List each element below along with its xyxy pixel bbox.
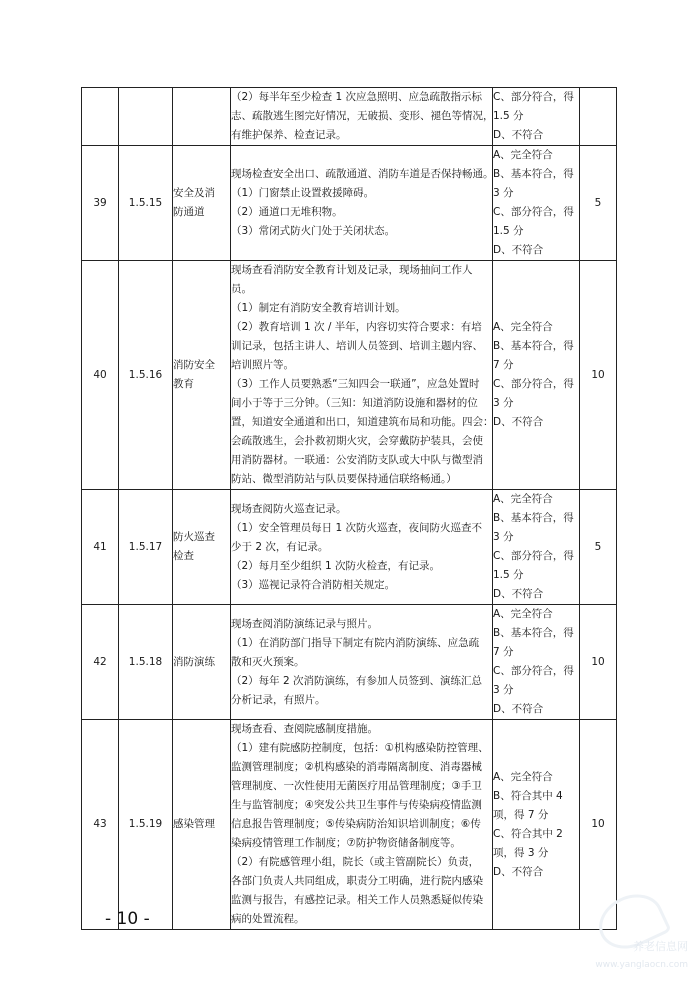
row-number (82, 88, 119, 146)
table-row (82, 261, 617, 490)
table-row (82, 605, 617, 720)
requirement-line: 信息报告管理制度；⑤传染病防治知识培训制度；⑥传 (231, 818, 481, 830)
scoring-option: B、符合其中 4 (493, 789, 563, 802)
item-name-line: 消防安全 (173, 359, 215, 371)
item-name-line: 消防演练 (173, 655, 215, 668)
requirement-line: （3）常闭式防火门处于关闭状态。 (231, 225, 396, 237)
requirement-line: 管理制度、一次性使用无菌医疗用品管理制度；③手卫 (231, 780, 482, 792)
requirement-line: 各部门负责人共同组成，职责分工明确，进行院内感染 (231, 875, 483, 887)
requirement-text (231, 720, 493, 930)
item-name-line: 防火巡查 (173, 531, 215, 543)
requirement-line: 病的处置流程。 (231, 913, 305, 925)
requirement-line: （2）教育培训 1 次 / 半年，内容切实符合要求：有培 (231, 321, 482, 333)
requirement-line: 训记录，包括主讲人、培训人员签到、培训主题内容、 (231, 340, 483, 352)
page-number: - 10 - (105, 909, 150, 929)
requirement-line: （2）通道口无堆积物。 (231, 206, 343, 218)
scoring-option: D、不符合 (493, 703, 544, 715)
requirement-line: 现场查阅防火巡查记录。 (231, 502, 347, 515)
item-name-line: 感染管理 (173, 818, 215, 830)
scoring-options (493, 88, 580, 146)
table-row (82, 720, 617, 930)
requirement-line: （2）每年 2 次消防演练，有参加人员签到、演练汇总 (231, 674, 483, 687)
requirement-line: 生与监管制度；④突发公共卫生事件与传染病疫情监测 (231, 799, 482, 811)
scoring-option: 项，得 7 分 (493, 808, 549, 821)
max-score (580, 88, 617, 146)
scoring-options (493, 261, 580, 490)
item-code (119, 88, 173, 146)
item-name (173, 490, 231, 605)
requirement-line: 有维护保养、检查记录。 (231, 129, 347, 141)
scoring-option: 项，得 3 分 (493, 846, 549, 859)
requirement-line: 分析记录，有照片。 (231, 693, 326, 706)
scoring-option: C、部分符合，得 (493, 378, 574, 390)
scoring-option: C、部分符合，得 (493, 206, 574, 218)
requirement-line: 培训照片等。 (231, 359, 294, 371)
requirement-line: 散和灭火预案。 (231, 655, 305, 668)
item-code: 1.5.16 (119, 261, 173, 490)
requirement-text (231, 261, 493, 490)
requirement-text (231, 605, 493, 720)
scoring-option: A、完全符合 (493, 149, 553, 161)
requirement-line: 员。 (231, 283, 252, 295)
scoring-option: 7 分 (493, 359, 514, 371)
scoring-option: A、完全符合 (493, 770, 553, 783)
requirement-line: 现场查阅消防演练记录与照片。 (231, 617, 378, 630)
item-code: 1.5.18 (119, 605, 173, 720)
requirement-line: （1）门窗禁止设置救援障碍。 (231, 187, 375, 199)
item-code: 1.5.19 (119, 720, 173, 930)
scoring-option: C、部分符合，得 (493, 665, 574, 677)
item-name (173, 146, 231, 261)
requirement-line: 防站、微型消防站与队员要保持通信联络畅通。） (231, 473, 457, 485)
requirement-line: （1）建有院感防控制度，包括：①机构感染防控管理、 (231, 742, 489, 754)
requirement-text (231, 490, 493, 605)
scoring-option: 3 分 (493, 397, 514, 409)
scoring-option: B、基本符合，得 (493, 512, 574, 524)
max-score: 5 (580, 146, 617, 261)
max-score: 10 (580, 720, 617, 930)
requirement-line: （3）巡视记录符合消防相关规定。 (231, 578, 396, 591)
requirement-line: 现场查看、查阅院感制度措施。 (231, 723, 378, 735)
requirement-line: 少于 2 次，有记录。 (231, 540, 329, 553)
table-row (82, 88, 617, 146)
scoring-option: A、完全符合 (493, 321, 553, 333)
watermark (558, 886, 688, 976)
table-row (82, 146, 617, 261)
item-name (173, 88, 231, 146)
scoring-option: D、不符合 (493, 865, 544, 878)
requirement-text (231, 146, 493, 261)
requirement-line: 监测与报告，有感控记录。相关工作人员熟悉疑似传染 (231, 894, 483, 906)
row-number: 41 (82, 490, 119, 605)
max-score: 10 (580, 605, 617, 720)
item-name-line: 教育 (173, 378, 194, 390)
scoring-option: 3 分 (493, 684, 514, 696)
item-code: 1.5.17 (119, 490, 173, 605)
requirement-line: （1）制定有消防安全教育培训计划。 (231, 302, 406, 314)
watermark-site-name: 养老信息网 (633, 940, 688, 953)
scoring-options (493, 490, 580, 605)
scoring-option: A、完全符合 (493, 608, 553, 620)
requirement-line: 置，知道安全通道和出口，知道建筑布局和功能。四会： (231, 416, 494, 428)
scoring-option: C、部分符合，得 (493, 91, 574, 103)
requirement-line: （2）每月至少组织 1 次防火检查，有记录。 (231, 559, 441, 572)
scoring-option: 3 分 (493, 531, 514, 543)
scoring-options (493, 605, 580, 720)
item-code: 1.5.15 (119, 146, 173, 261)
table-row (82, 490, 617, 605)
scoring-option: B、基本符合，得 (493, 168, 574, 180)
item-name-line: 安全及消 (173, 187, 215, 199)
requirement-line: 间小于等于三分钟。（三知：知道消防设施和器材的位 (231, 397, 478, 409)
watermark-site-url: www.yanglaocn.com (595, 960, 688, 970)
scoring-option: A、完全符合 (493, 493, 553, 505)
scoring-option: B、基本符合，得 (493, 340, 574, 352)
requirement-line: （2）有院感管理小组，院长（或主管副院长）负责， (231, 856, 480, 868)
scoring-option: C、符合其中 2 (493, 827, 563, 840)
row-number: 40 (82, 261, 119, 490)
row-number: 42 (82, 605, 119, 720)
scoring-option: 1.5 分 (493, 569, 524, 581)
requirement-line: 染病疫情管理工作制度；⑦防护物资储备制度等。 (231, 837, 461, 849)
scoring-option: D、不符合 (493, 416, 544, 428)
row-number: 39 (82, 146, 119, 261)
requirement-line: 用消防器材。一联通：公安消防支队或大中队与微型消 (231, 454, 483, 466)
item-name (173, 720, 231, 930)
scoring-option: D、不符合 (493, 244, 544, 256)
row-number: 43 (82, 720, 119, 930)
assessment-table (81, 87, 617, 930)
scoring-option: C、部分符合，得 (493, 550, 574, 562)
scoring-option: D、不符合 (493, 129, 544, 141)
scoring-option: 3 分 (493, 187, 514, 199)
requirement-line: （1）在消防部门指导下制定有院内消防演练、应急疏 (231, 636, 480, 649)
requirement-line: 现场查看消防安全教育计划及记录，现场抽问工作人 (231, 264, 473, 276)
requirement-line: 监测管理制度；②机构感染的消毒隔离制度、消毒器械 (231, 761, 482, 773)
scoring-option: D、不符合 (493, 588, 544, 600)
scoring-option: B、基本符合，得 (493, 627, 574, 639)
scoring-option: 7 分 (493, 646, 514, 658)
scoring-option: 1.5 分 (493, 110, 524, 122)
scoring-option: 1.5 分 (493, 225, 524, 237)
requirement-line: 会疏散逃生，会扑救初期火灾，会穿戴防护装具，会使 (231, 435, 483, 447)
max-score: 10 (580, 261, 617, 490)
requirement-line: （3）工作人员要熟悉“三知四会一联通”，应急处置时 (231, 378, 480, 390)
max-score: 5 (580, 490, 617, 605)
requirement-line: 志、疏散逃生图完好情况，无破损、变形、褪色等情况， (231, 110, 494, 122)
requirement-line: （2）每半年至少检查 1 次应急照明、应急疏散指示标 (231, 91, 483, 103)
item-name-line: 防通道 (173, 206, 205, 218)
scoring-options (493, 146, 580, 261)
item-name-line: 检查 (173, 550, 194, 562)
item-name (173, 605, 231, 720)
requirement-line: 现场检查安全出口、疏散通道、消防车道是否保持畅通。 (231, 168, 494, 180)
requirement-text (231, 88, 493, 146)
requirement-line: （1）安全管理员每日 1 次防火巡查，夜间防火巡查不 (231, 521, 483, 534)
item-name (173, 261, 231, 490)
